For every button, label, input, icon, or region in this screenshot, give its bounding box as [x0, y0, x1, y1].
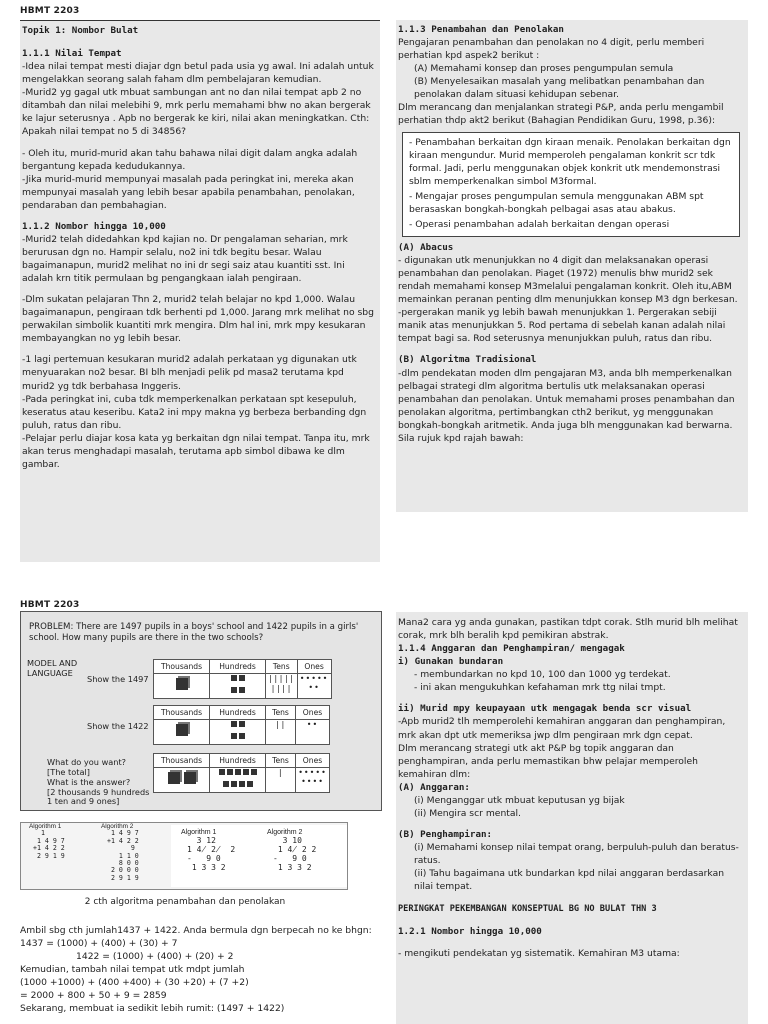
- paragraph: Pengajaran penambahan dan penolakan no 4 digit, perlu memberi perhatian kpd aspek2 berikut :: [398, 37, 705, 62]
- paragraph: - Oleh itu, murid-murid akan tahu bahawa nilai digit dalam angka adalah bergantung kepada kedudukannya.: [22, 147, 358, 172]
- subtraction-panel: [171, 825, 347, 887]
- subsection-heading: (B) Penghampiran:: [398, 828, 493, 840]
- paragraph: -1 lagi pertemuan kesukaran murid2 adalah perkataan yg digunakan utk menyuarakan no2 besar. BI blh menjadi pelik pd masa2 terutama kpd murid2 yg tdk berbahasa Inggeris.: [22, 354, 357, 392]
- thousand-cube-icon: [176, 724, 188, 736]
- section-heading: 1.2.1 Nombor hingga 10,000: [398, 926, 542, 938]
- hundred-flat-icon: [223, 781, 229, 787]
- paragraph: -Pada peringkat ini, cuba tdk memperkenalkan perkataan spt kesepuluh, keseratus atau keseribu. Kata2 ini mpy makna yg berbeza berbanding dgn puluh, ratus dan ribu.: [22, 393, 367, 431]
- algorithm-working: 1 1 4 9 7 +1 4 2 2 2 9 1 9: [33, 829, 65, 860]
- subtraction-algorithm-2: [267, 829, 347, 895]
- page-header: HBMT 2203: [20, 6, 80, 16]
- addition-algorithm-1: [29, 823, 87, 889]
- paragraph: Sekarang, membuat ia sedikit lebih rumit: (1497 + 1422): [20, 1003, 285, 1015]
- header-ones: Ones: [297, 660, 331, 674]
- ten-rods-icon: ||||| ||||: [268, 674, 295, 693]
- algorithm-label: Algorithm 1: [29, 823, 62, 830]
- left-column-text: [20, 924, 382, 1015]
- algorithm-working: 1 4 9 7 +1 4 2 2 9 1 1 0 8 0 0 2 0 0 0 2 9 1 9: [107, 829, 139, 882]
- place-value-table-1422: [153, 705, 330, 745]
- header-thousands: Thousands: [154, 754, 210, 768]
- subsection-heading: i) Gunakan bundaran: [398, 656, 504, 668]
- subsection-heading: (B) Algoritma Tradisional: [398, 354, 537, 366]
- stage-heading: PERINGKAT PEKEMBANGAN KONSEPTUAL BG NO BULAT THN 3: [398, 904, 657, 915]
- algorithm-label: Algorithm 1: [181, 829, 217, 836]
- note-item: - Penambahan berkaitan dgn kiraan menaik. Penolakan berkaitan dgn kiraan mengundur. Murid memperoleh pengalaman konkrit scr tdk formal. Jadi, perlu menggunakan objek konkrit utk mendemonstrasi sblm memperkenalkan simbol M3formal.: [409, 136, 731, 187]
- topic-title: Topik 1: Nombor Bulat: [22, 25, 139, 36]
- paragraph: (1000 +1000) + (400 +400) + (30 +20) + (7 +2): [20, 977, 249, 989]
- hundred-flat-icon: [239, 721, 245, 727]
- paragraph: - digunakan utk menunjukkan no 4 digit dan melaksanakan operasi penambahan dan penolakan. Piaget (1972) menulis bhw murid2 sek rendah memahami konsep M3melalui pengalaman konkrit. Oleh itu,ABM memainkan peranan penting dlm menunjukkan konsep M3 dgn berkesan.: [398, 255, 738, 306]
- hundred-flat-icon: [243, 769, 249, 775]
- list-item: - ini akan mengukuhkan kefahaman mrk ttg nilai tmpt.: [414, 682, 666, 694]
- thousand-cube-icon: [168, 772, 180, 784]
- paragraph: Ambil sbg cth jumlah1437 + 1422. Anda bermula dgn berpecah no ke bhgn: 1437 = (1000) + (400) + (30) + 7: [20, 925, 372, 950]
- list-item: - membundarkan no kpd 10, 100 dan 1000 yg terdekat.: [414, 669, 671, 681]
- tens-cell: [266, 720, 296, 745]
- ones-cell: [297, 674, 331, 699]
- subsection-heading: ii) Murid mpy keupayaan utk mengagak benda scr visual: [398, 703, 692, 715]
- hundreds-cell: [210, 674, 266, 699]
- header-ones: Ones: [296, 754, 330, 768]
- list-item: (i) Memahami konsep nilai tempat orang, berpuluh-puluh dan beratus-ratus.: [414, 842, 739, 867]
- hundred-flat-icon: [247, 781, 253, 787]
- algorithm-working: 3 12 1 4̸ 2̸ 2 - 9 0 1 3 3 2: [187, 836, 236, 873]
- paragraph: Dlm merancang strategi utk akt P&P bg topik anggaran dan penghampiran, anda perlu memastikan bhw pelajar memperoleh kemahiran dlm:: [398, 742, 698, 780]
- document-page-2: [0, 596, 768, 1024]
- place-value-table-total: [153, 753, 330, 793]
- header-tens: Tens: [266, 660, 298, 674]
- one-units-icon: ••••• ••••: [298, 768, 327, 786]
- ten-rods-icon: ||: [275, 720, 286, 729]
- algorithm-label: Algorithm 2: [101, 823, 134, 830]
- hundred-flat-icon: [231, 675, 237, 681]
- hundreds-cell: [210, 768, 266, 793]
- place-value-table-1497: [153, 659, 332, 699]
- paragraph: -Idea nilai tempat mesti diajar dgn betul pada usia yg awal. Ini adalah untuk mengelakkan seorang salah faham dlm pembelajaran kemudian.: [22, 61, 374, 86]
- hundred-flat-icon: [227, 769, 233, 775]
- what-answer-label: What do you want? [The total] What is the answer? [2 thousands 9 hundreds 1 ten and 9 ones]: [47, 757, 150, 807]
- note-box: [402, 132, 740, 237]
- thousand-cube-icon: [176, 678, 188, 690]
- paragraph: = 2000 + 800 + 50 + 9 = 2859: [20, 990, 167, 1002]
- hundred-flat-icon: [231, 687, 237, 693]
- header-thousands: Thousands: [154, 706, 210, 720]
- list-item: (ii) Tahu bagaimana utk bundarkan kpd nilai anggaran berdasarkan nilai tempat.: [414, 868, 725, 893]
- algorithm-working: 3 10 1 4̸ 2 2 - 9 0 1 3 3 2: [273, 836, 317, 873]
- header-hundreds: Hundreds: [210, 754, 266, 768]
- paragraph: Dlm merancang dan menjalankan strategi P&P, anda perlu mengambil perhatian thdp akt2 berikut (Bahagian Pendidikan Guru, 1998, p.36):: [398, 102, 724, 127]
- header-ones: Ones: [296, 706, 330, 720]
- show-1422-label: Show the 1422: [87, 721, 149, 731]
- list-item: (B) Menyelesaikan masalah yang melibatkan penambahan dan penolakan dalam situasi kehidupan sebenar.: [414, 76, 705, 101]
- thousands-cell: [154, 768, 210, 793]
- hundred-flat-icon: [235, 769, 241, 775]
- list-item: (ii) Mengira scr mental.: [414, 807, 521, 819]
- left-column: [20, 20, 380, 562]
- hundred-flat-icon: [239, 733, 245, 739]
- one-units-icon: ••: [306, 720, 319, 729]
- show-1497-label: Show the 1497: [87, 674, 149, 684]
- model-language-label: MODEL AND LANGUAGE: [27, 658, 78, 678]
- subsection-heading: (A) Abacus: [398, 241, 454, 253]
- hundred-flat-icon: [239, 675, 245, 681]
- paragraph: -Dlm sukatan pelajaran Thn 2, murid2 telah belajar no kpd 1,000. Walau bagaimanapun, pengiraan tdk berhenti pd 1,000. Jarang mrk melihat no sbg perwakilan simbolik kuantiti mrk mengira. Dlm hal ini, mrk mpy kesukaran membayangkan no yg lebih besar.: [22, 294, 374, 345]
- section-heading: 1.1.1 Nilai Tempat: [22, 48, 122, 60]
- right-column: [396, 20, 748, 512]
- one-units-icon: ••••• ••: [299, 674, 329, 692]
- section-heading: 1.1.3 Penambahan dan Penolakan: [398, 24, 564, 35]
- paragraph: -Apb murid2 tlh memperolehi kemahiran anggaran dan penghampiran, mrk akan dpt utk memeriksa jwp dlm pengiraan mrk dgn cepat.: [398, 716, 726, 741]
- place-value-figure: [20, 611, 382, 811]
- paragraph: Mana2 cara yg anda gunakan, pastikan tdpt corak. Stlh murid blh melihat corak, mrk blh beralih kpd pemikiran abstrak.: [398, 617, 738, 642]
- hundred-flat-icon: [251, 769, 257, 775]
- paragraph: -pergerakan manik yg lebih bawah menunjukkan 1. Pergerakan sebiji manik atas menunjukkan 5. Rod pertama di sebelah kanan adalah nilai tempat bagi sa. Rod seterusnya menunjukkan puluh, ratus dan ribu.: [398, 307, 726, 345]
- paragraph: 1422 = (1000) + (400) + (20) + 2: [76, 951, 234, 963]
- page-header: HBMT 2203: [20, 600, 80, 610]
- section-heading: 1.1.4 Anggaran dan Penghampiran/ mengagak: [398, 643, 625, 655]
- paragraph: - mengikuti pendekatan yg sistematik. Kemahiran M3 utama:: [398, 947, 680, 959]
- figure-caption: 2 cth algoritma penambahan dan penolakan: [84, 897, 286, 907]
- ones-cell: [296, 768, 330, 793]
- hundreds-cell: [210, 720, 266, 745]
- hundred-flat-icon: [231, 721, 237, 727]
- paragraph: Kemudian, tambah nilai tempat utk mdpt jumlah: [20, 964, 245, 976]
- paragraph: -dlm pendekatan moden dlm pengajaran M3, anda blh memperkenalkan pelbagai strategi dlm algoritma bertulis utk melaksanakan operasi penambahan dan penolakan. Untuk memahami proses penambahan dan penolakan algoritma, pertimbangkan cth2 berikut, yg menggunakan bongkah-bongkah aritmetik. Anda juga blh menggunakan kad berwarna. Sila rujuk kpd rajah bawah:: [398, 367, 735, 444]
- note-item: - Operasi penambahan adalah berkaitan dengan operasi: [409, 218, 670, 230]
- thousand-cube-icon: [184, 772, 196, 784]
- header-thousands: Thousands: [154, 660, 210, 674]
- list-item: (A) Memahami konsep dan proses pengumpulan semula: [414, 63, 674, 75]
- thousands-cell: [154, 720, 210, 745]
- header-hundreds: Hundreds: [210, 660, 266, 674]
- section-heading: 1.1.2 Nombor hingga 10,000: [22, 220, 166, 232]
- hundred-flat-icon: [219, 769, 225, 775]
- note-item: - Mengajar proses pengumpulan semula menggunakan ABM spt berasaskan bongkah-bongkah pelbagai asas atau abakus.: [409, 190, 704, 215]
- list-item: (i) Menganggar utk mbuat keputusan yg bijak: [414, 794, 625, 806]
- hundred-flat-icon: [231, 781, 237, 787]
- tens-cell: [266, 768, 296, 793]
- paragraph: -Murid2 yg gagal utk mbuat sambungan ant no dan nilai tempat apb 2 no ditambah dan nilai melebihi 9, mrk perlu memahami bhw no akan bergerak ke lajur seterusnya . Apb no bergerak ke kiri, nilai akan meningkatkan. Cth: Apakah nilai tempat no 5 di 34856?: [22, 87, 371, 138]
- addition-algorithm-2: [101, 823, 163, 889]
- algorithm-examples: [20, 822, 348, 890]
- hundred-flat-icon: [239, 781, 245, 787]
- algorithm-label: Algorithm 2: [267, 829, 303, 836]
- ones-cell: [296, 720, 330, 745]
- paragraph: -Jika murid-murid mempunyai masalah pada peringkat ini, mereka akan mempunyai masalah yang lebih besar apabila penambahan, penolakan, pendaraban dan pembahagian.: [22, 173, 355, 211]
- paragraph: -Pelajar perlu diajar kosa kata yg berkaitan dgn nilai tempat. Tanpa itu, mrk akan terus menghadapi masalah, terutama apb simbol dibawa ke dlm gambar.: [22, 432, 370, 470]
- hundred-flat-icon: [239, 687, 245, 693]
- right-column: [396, 612, 748, 1024]
- paragraph: -Murid2 telah didedahkan kpd kajian no. Dr pengalaman seharian, mrk berurusan dgn no. Hampir selalu, no2 ini tdk begitu besar. Walau bagaimanapun, murid2 melihat no ini dr segi saiz atau kuantiti sst. Ini adalah krn titik permulaan bg pengangkaan ialah pengiraan.: [22, 233, 348, 285]
- hundred-flat-icon: [231, 733, 237, 739]
- header-tens: Tens: [266, 754, 296, 768]
- thousands-cell: [154, 674, 210, 699]
- subsection-heading: (A) Anggaran:: [398, 781, 470, 793]
- ten-rods-icon: |: [277, 768, 284, 777]
- header-tens: Tens: [266, 706, 296, 720]
- header-hundreds: Hundreds: [210, 706, 266, 720]
- tens-cell: [266, 674, 298, 699]
- problem-statement: PROBLEM: There are 1497 pupils in a boys' school and 1422 pupils in a girls' school. How many pupils are there in the two schools?: [29, 622, 359, 644]
- subtraction-algorithm-1: [181, 829, 261, 895]
